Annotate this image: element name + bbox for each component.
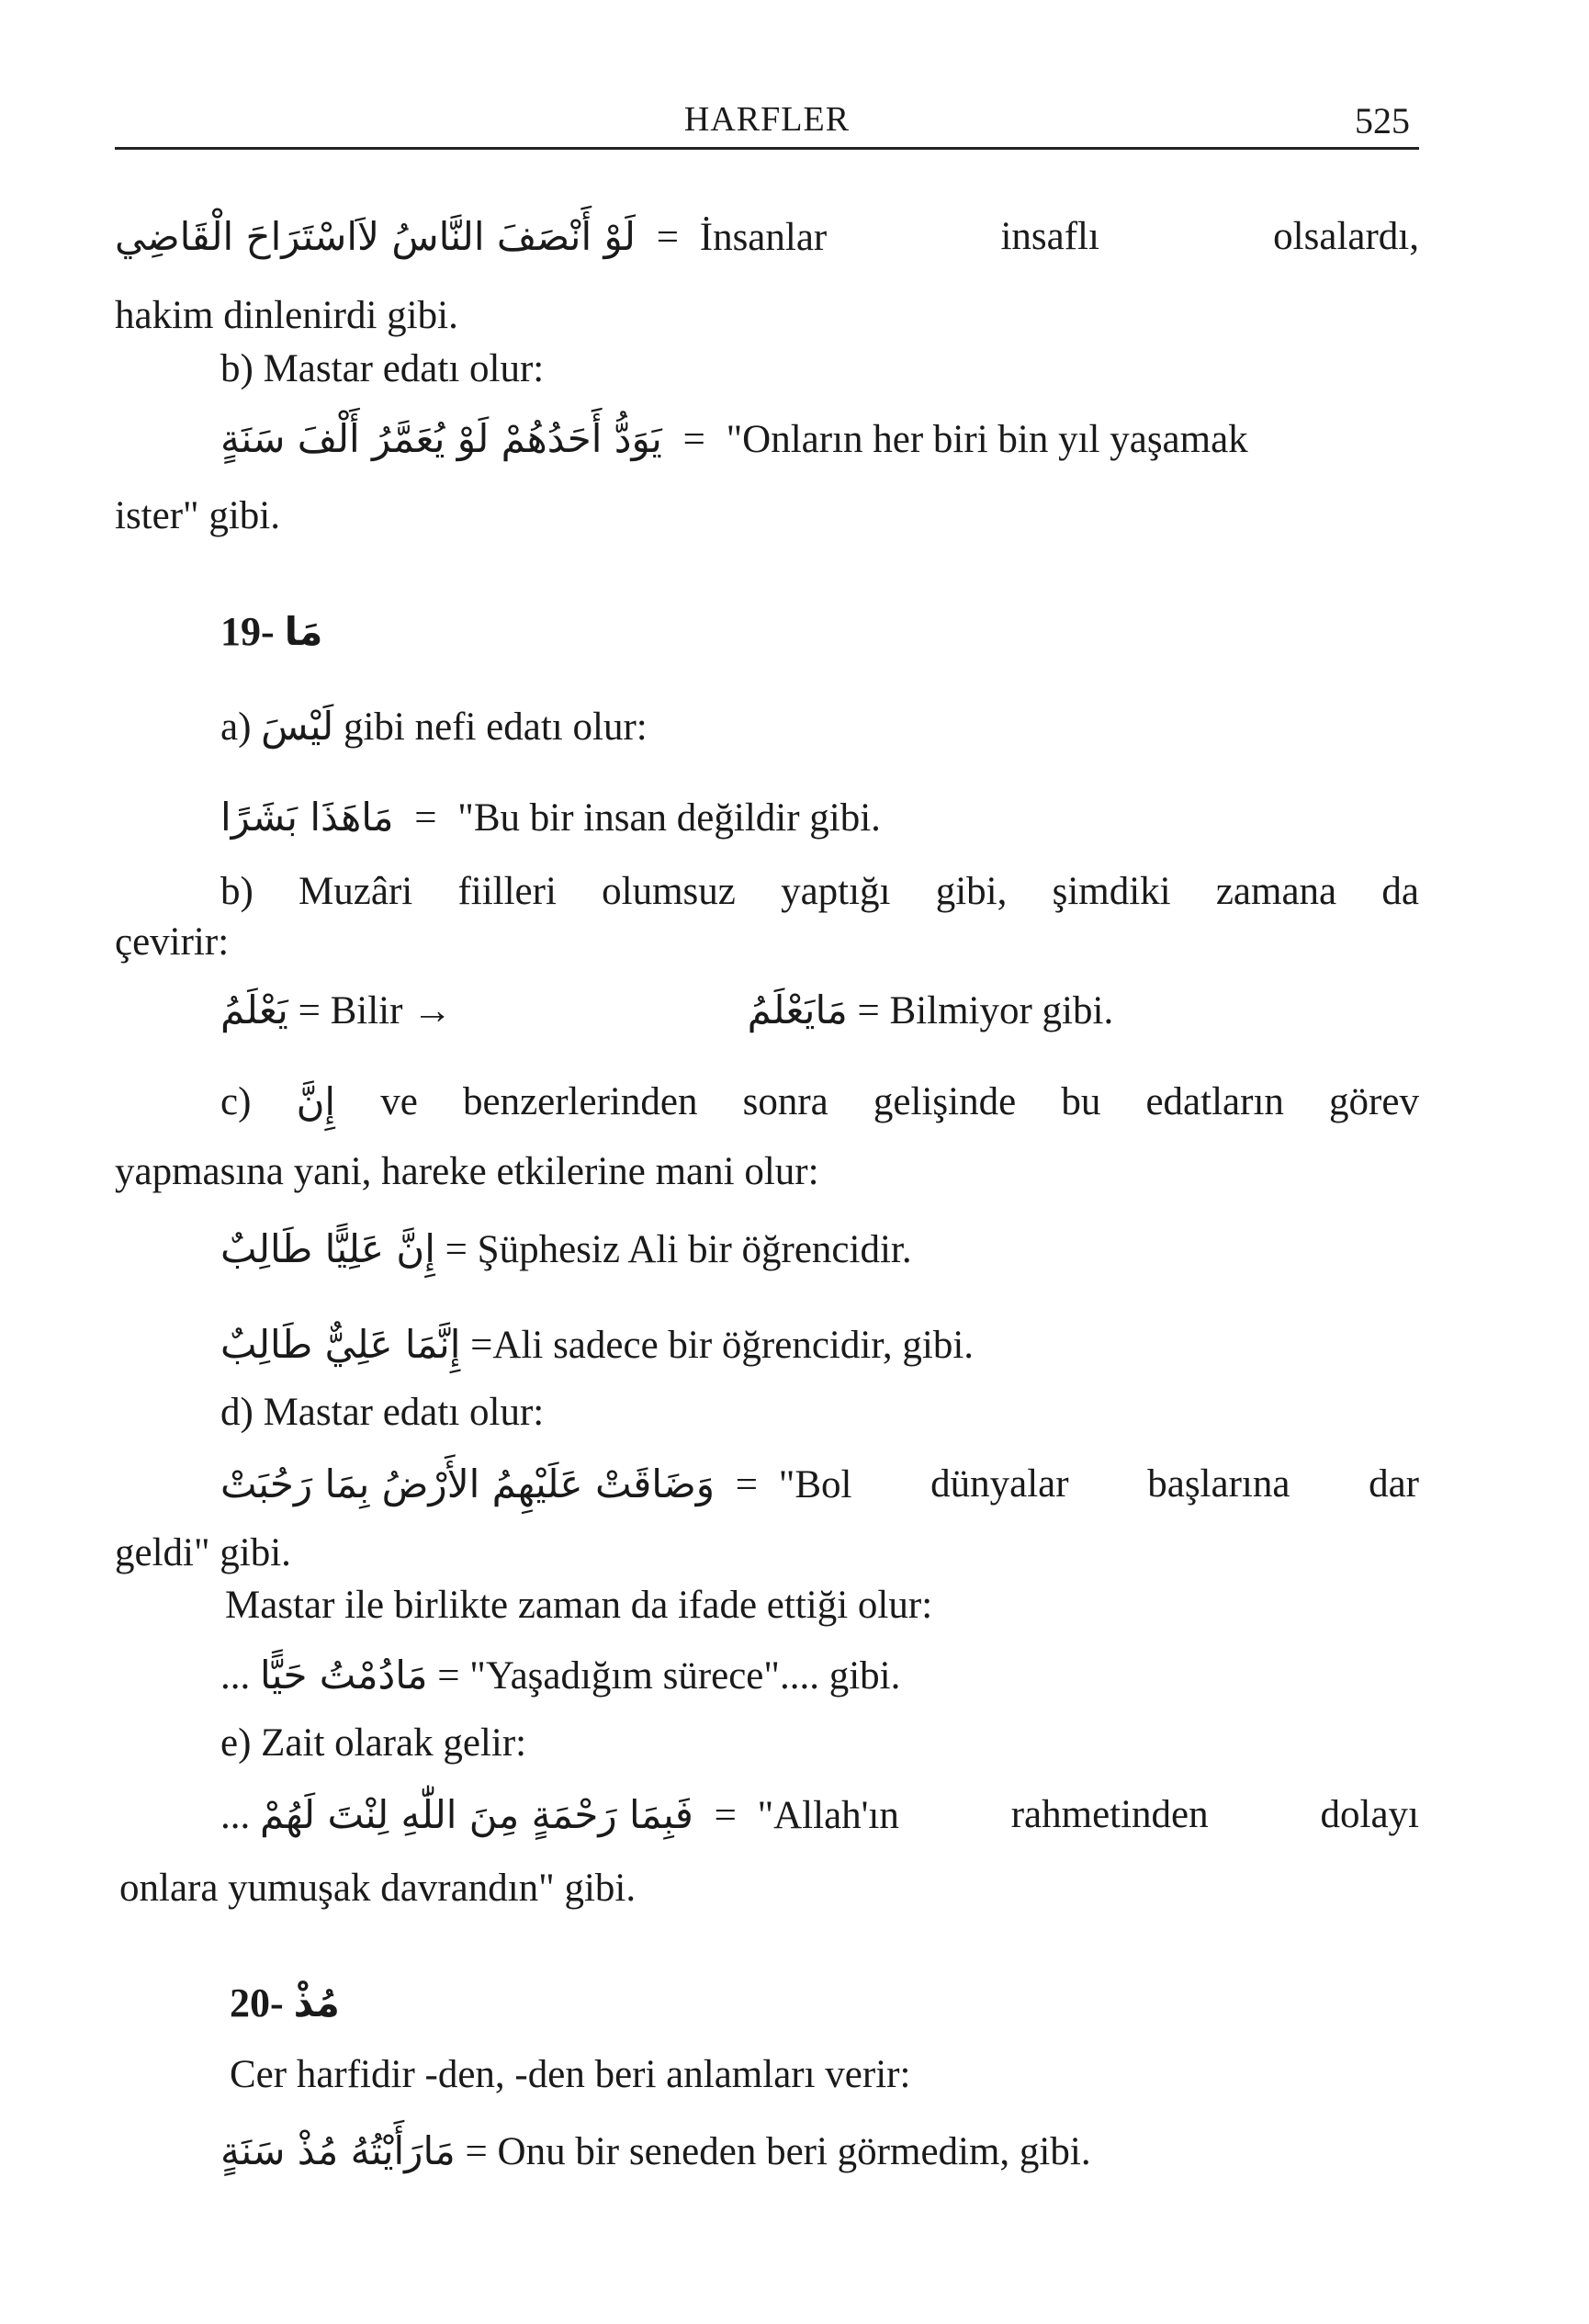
translation-word: başlarına [1147,1462,1290,1506]
example-line [115,213,1419,262]
subsection-label: d) Mastar edatı olur: [220,1391,545,1434]
translation-word: dar [1369,1462,1419,1506]
subsection-text: gibi nefi edatı olur: [343,705,648,749]
word: gelişinde [873,1080,1017,1123]
word: c) [220,1080,252,1123]
example-line [220,2127,1091,2176]
arabic-phrase: إِنَّمَا عَلِيٌّ طَالِبٌ [220,1322,461,1367]
translation-text: = "Yaşadığım sürece".... gibi. [437,1654,901,1698]
description-text: Cer harfidir -den, -den beri anlamları verir: [230,2053,911,2096]
example-line [220,1461,1419,1509]
equals-sign: = [682,418,705,461]
ellipsis: ... [220,1794,251,1837]
translation-word: olsalardı, [1273,215,1419,258]
arabic-word: لَيْسَ [261,704,334,749]
example-line [220,794,881,842]
example-line [220,987,1113,1035]
example-line [220,1225,912,1274]
paragraph-line: yapmasına yani, hareke etkilerine mani olur: [115,1150,819,1193]
arabic-word: يَعْلَمُ [220,987,288,1032]
arabic-phrase: مَاهَذَا بَشَرًا [220,795,394,840]
translation-word: dolayı [1320,1793,1419,1836]
section-arabic-title: مُذْ [293,1980,340,2025]
word: sonra [742,1080,828,1123]
translation-text: = Şüphesiz Ali bir öğrencidir. [445,1228,912,1271]
arabic-phrase: إِنَّ عَلِيًّا طَالِبٌ [220,1226,435,1271]
arabic-word: إِنَّ [296,1079,336,1124]
section-number: 19- [220,609,275,654]
word: olumsuz [602,870,736,913]
arabic-phrase: فَبِمَا رَحْمَةٍ مِنَ اللّٰهِ لِنْتَ لَهُمْ [260,1792,693,1837]
example-line [220,415,1248,464]
continuation-text: geldi" gibi. [115,1531,291,1574]
ellipsis: ... [220,1654,251,1698]
paragraph-line: çevirir: [115,920,230,964]
word: yaptığı [781,870,891,913]
equals-sign: = [414,796,437,840]
translation-word: dünyalar [930,1462,1069,1506]
word: b) [220,870,254,913]
word: ve [380,1080,418,1123]
subsection-label: e) Zait olarak gelir: [220,1721,527,1765]
subsection-line [220,703,648,751]
equals-sign: = [656,216,679,259]
word: Muzâri [299,870,413,913]
continuation-text: hakim dinlenirdi gibi. [115,294,458,337]
translation-word: "Allah'ın [757,1794,899,1837]
arabic-phrase: لَوْ أَنْصَفَ النَّاسُ لاَاسْتَرَاحَ الْقَاضِي [115,214,636,259]
translation-text: = Onu bir seneden beri görmedim, gibi. [465,2130,1091,2173]
word: bu [1061,1080,1101,1123]
example-line [220,1652,900,1700]
word: zamana [1215,870,1337,913]
section-arabic-title: مَا [284,609,323,654]
translation-text: "Bu bir insan değildir gibi. [457,796,881,840]
translation-word: İnsanlar [699,216,828,259]
paragraph-line [220,868,1419,916]
subsection-label: b) Mastar edatı olur: [220,347,545,390]
example-line [220,1321,974,1370]
arabic-phrase: مَارَأَيْتُهُ مُذْ سَنَةٍ [220,2128,456,2173]
page-number: 525 [1355,100,1410,141]
translation-text: =Ali sadece bir öğrencidir, gibi. [470,1324,975,1367]
arabic-word: مَايَعْلَمُ [747,987,848,1032]
example-line [220,1791,1419,1840]
translation-text: = Bilmiyor gibi. [857,989,1114,1032]
running-head [115,99,1419,150]
arabic-phrase: مَادُمْتُ حَيًّا [260,1653,428,1698]
section-heading [220,608,322,656]
word: gibi, [935,870,1008,913]
translation-word: rahmetinden [1010,1793,1209,1836]
section-number: 20- [230,1980,284,2025]
translation-text: = Bilir → [298,989,453,1032]
arabic-phrase: يَوَدُّ أَحَدُهُمْ لَوْ يُعَمَّرُ أَلْفَ سَنَةٍ [220,416,662,461]
running-head-title: HARFLER [683,100,851,139]
equals-sign: = [714,1794,737,1837]
word: fiilleri [457,870,557,913]
paragraph-line [220,1078,1419,1126]
word: da [1381,870,1419,913]
translation-word: insaflı [1000,215,1099,258]
continuation-text: ister" gibi. [115,494,280,537]
translation-text: "Onların her biri bin yıl yaşamak [726,418,1248,461]
word: görev [1329,1080,1419,1123]
continuation-text: onlara yumuşak davrandın" gibi. [119,1867,637,1910]
word: şimdiki [1052,870,1171,913]
section-heading [230,1980,340,2027]
arabic-phrase: وَضَاقَتْ عَلَيْهِمُ الأَرْضُ بِمَا رَحُبَتْ [220,1461,716,1506]
subsection-prefix: a) [220,705,252,749]
note-text: Mastar ile birlikte zaman da ifade ettiği olur: [225,1584,933,1627]
word: benzerlerinden [462,1080,698,1123]
translation-word: "Bol [778,1463,852,1506]
word: edatların [1145,1080,1284,1123]
equals-sign: = [735,1463,759,1506]
